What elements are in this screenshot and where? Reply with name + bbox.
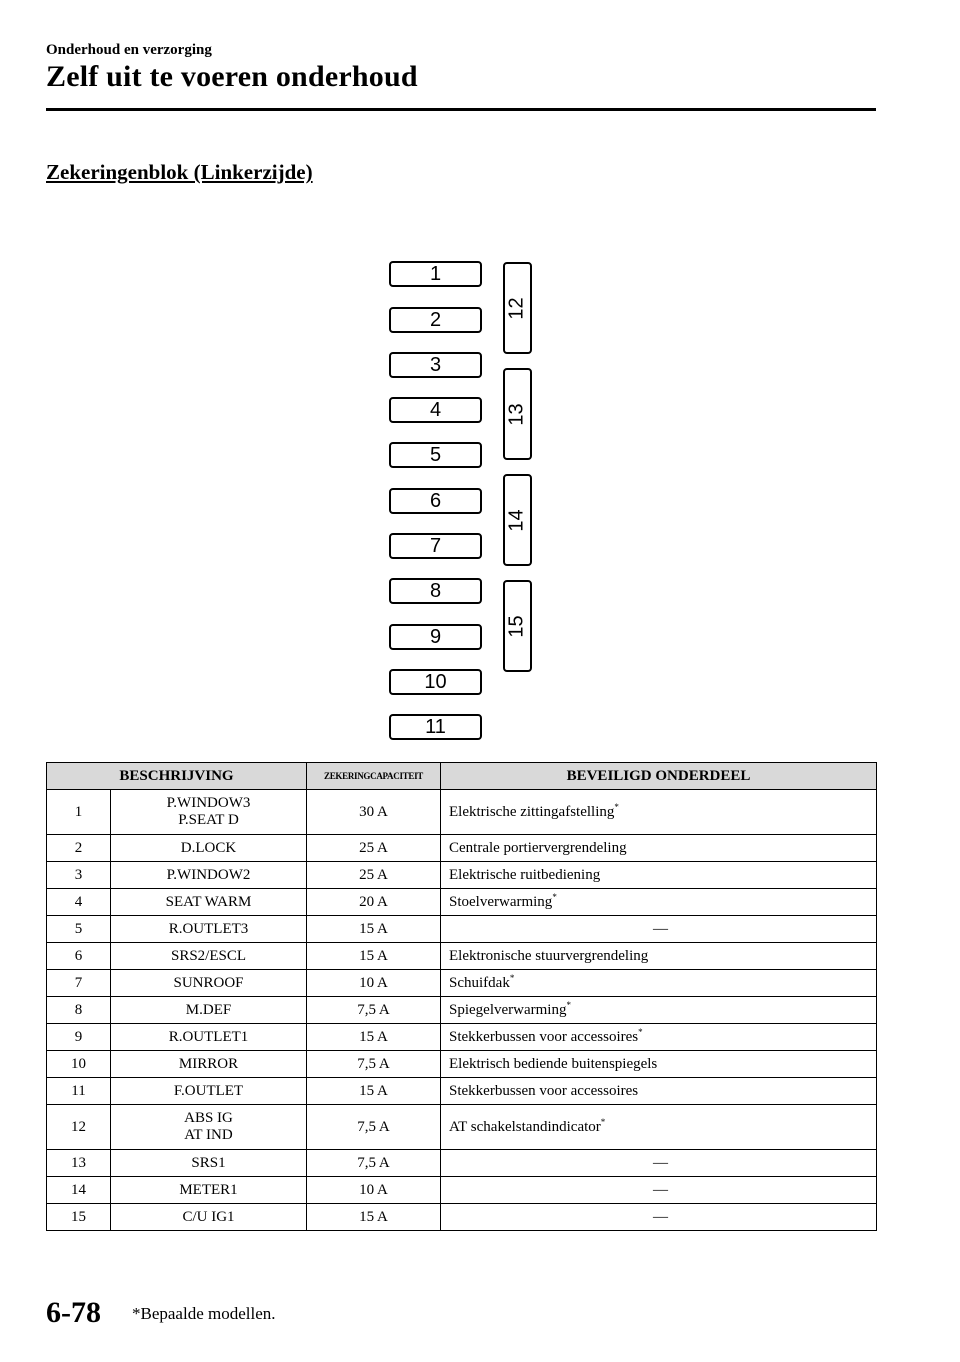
- footnote-marker: *: [509, 972, 515, 983]
- table-row: [47, 1150, 877, 1177]
- fuse-description: [111, 943, 307, 970]
- protected-component-text: Stekkerbussen voor accessoires: [449, 1028, 639, 1045]
- protected-component: [441, 1105, 877, 1150]
- fuse-slot-number: 12: [506, 296, 528, 320]
- fuse-description: [111, 1204, 307, 1231]
- fuse-capacity: 25 A: [307, 862, 441, 889]
- protected-component: [441, 1051, 877, 1078]
- header-capacity: ZEKERINGCAPACITEIT: [307, 763, 441, 790]
- protected-component-text: Elektrische zittingafstelling: [449, 803, 615, 820]
- fuse-capacity: 7,5 A: [307, 1150, 441, 1177]
- page-title: Zelf uit te voeren onderhoud: [46, 60, 418, 93]
- fuse-number: 7: [47, 970, 111, 997]
- protected-component-text: Elektronische stuurvergrendeling: [449, 947, 649, 964]
- footnote-marker: *: [552, 891, 557, 902]
- fuse-slot-number: 3: [429, 353, 442, 376]
- fuse-capacity: 15 A: [307, 1078, 441, 1105]
- fuse-number: 10: [47, 1051, 111, 1078]
- fuse-slot-number: 9: [429, 625, 442, 648]
- fuse-description-line: P.WINDOW3: [166, 795, 251, 811]
- page-number: 6-78: [46, 1296, 101, 1329]
- fuse-description-line: SEAT WARM: [165, 893, 252, 910]
- protected-component: [441, 1024, 877, 1051]
- fuse-capacity: 10 A: [307, 1177, 441, 1204]
- fuse-slot-number: 8: [429, 579, 442, 602]
- protected-component: [441, 1078, 877, 1105]
- fuse-table: [46, 762, 877, 1231]
- fuse-capacity: 10 A: [307, 970, 441, 997]
- protected-component: [441, 1150, 877, 1177]
- protected-component-text: —: [653, 920, 668, 937]
- fuse-description-line: SRS2/ESCL: [170, 947, 247, 964]
- fuse-description-line: R.OUTLET1: [168, 1028, 249, 1045]
- fuse-description-line: SRS1: [191, 1154, 226, 1171]
- fuse-number: 4: [47, 889, 111, 916]
- fuse-description: [111, 1105, 307, 1150]
- fuse-description: [111, 1177, 307, 1204]
- fuse-capacity: 25 A: [307, 835, 441, 862]
- fuse-slot-number: 10: [424, 670, 447, 693]
- fuse-description: [111, 1024, 307, 1051]
- fuse-slot: [389, 261, 482, 287]
- protected-component-text: Spiegelverwarming: [449, 1001, 567, 1018]
- table-row: [47, 889, 877, 916]
- fuse-slot-number: 2: [429, 308, 442, 331]
- table-row: [47, 943, 877, 970]
- table-row: [47, 1051, 877, 1078]
- fuse-slot: [389, 488, 482, 514]
- fuse-description: [111, 916, 307, 943]
- fuse-description-line: ABS IG: [184, 1110, 233, 1126]
- table-body: [47, 790, 877, 1231]
- fuse-capacity: 20 A: [307, 889, 441, 916]
- protected-component: [441, 1177, 877, 1204]
- fuse-capacity: 15 A: [307, 1024, 441, 1051]
- protected-component: [441, 1204, 877, 1231]
- fuse-number: 3: [47, 862, 111, 889]
- fuse-number: 1: [47, 790, 111, 835]
- fuse-slot: [389, 397, 482, 423]
- protected-component-text: Schuifdak: [449, 974, 510, 991]
- protected-component: [441, 943, 877, 970]
- table-row: [47, 1024, 877, 1051]
- table-row: [47, 1204, 877, 1231]
- fuse-description-line: METER1: [179, 1181, 238, 1198]
- table-row: [47, 862, 877, 889]
- table-row: [47, 970, 877, 997]
- fuse-number: 9: [47, 1024, 111, 1051]
- fuse-capacity: 30 A: [307, 790, 441, 835]
- fuse-number: 14: [47, 1177, 111, 1204]
- protected-component-text: Elektrisch bediende buitenspiegels: [449, 1055, 658, 1072]
- table-header-row: [47, 763, 877, 790]
- fuse-capacity: 15 A: [307, 943, 441, 970]
- fuse-number: 15: [47, 1204, 111, 1231]
- fuse-description-line: R.OUTLET3: [168, 920, 249, 937]
- fuse-description: [111, 1078, 307, 1105]
- fuse-slot-number: 4: [429, 398, 442, 421]
- fuse-slot: [389, 307, 482, 333]
- protected-component-text: Elektrische ruitbediening: [449, 866, 601, 883]
- fuse-description: [111, 1150, 307, 1177]
- protected-component-text: Stoelverwarming: [449, 893, 553, 910]
- fuse-description-line: MIRROR: [178, 1055, 239, 1072]
- fuse-slot: [389, 578, 482, 604]
- fuse-slot-number: 14: [506, 508, 528, 532]
- fuse-number: 6: [47, 943, 111, 970]
- table-row: [47, 916, 877, 943]
- fuse-description-line: P.WINDOW2: [166, 866, 251, 883]
- footnote-marker: *: [638, 1026, 643, 1037]
- protected-component-text: —: [653, 1208, 668, 1225]
- fuse-number: 5: [47, 916, 111, 943]
- protected-component: [441, 997, 877, 1024]
- header-description: BESCHRIJVING: [47, 763, 307, 790]
- fuse-capacity: 15 A: [307, 916, 441, 943]
- fuse-slot-vertical: [503, 580, 532, 672]
- fuse-capacity: 7,5 A: [307, 1051, 441, 1078]
- fuse-slot-vertical: [503, 262, 532, 354]
- fuse-slot: [389, 669, 482, 695]
- fuse-description-line: F.OUTLET: [173, 1082, 244, 1099]
- fuse-number: 8: [47, 997, 111, 1024]
- fuse-description: [111, 862, 307, 889]
- fuse-description-line: M.DEF: [185, 1001, 232, 1018]
- section-label: Onderhoud en verzorging: [46, 42, 212, 58]
- protected-component-text: —: [653, 1181, 668, 1198]
- protected-component: [441, 835, 877, 862]
- fuse-capacity: 7,5 A: [307, 997, 441, 1024]
- fuse-slot: [389, 442, 482, 468]
- fuse-slot-number: 7: [429, 534, 442, 557]
- fuse-description-line: AT IND: [184, 1127, 233, 1143]
- fuse-description-line: C/U IG1: [182, 1208, 235, 1225]
- protected-component: [441, 790, 877, 835]
- fuse-slot-number: 13: [506, 402, 528, 426]
- protected-component-text: —: [653, 1154, 668, 1171]
- protected-component: [441, 862, 877, 889]
- protected-component-text: Centrale portiervergrendeling: [449, 839, 627, 856]
- fuse-number: 12: [47, 1105, 111, 1150]
- fuse-description-line: P.SEAT D: [178, 812, 239, 828]
- header-component: BEVEILIGD ONDERDEEL: [441, 763, 877, 790]
- fuse-description-line: SUNROOF: [173, 974, 244, 991]
- protected-component: [441, 889, 877, 916]
- protected-component: [441, 970, 877, 997]
- subheading: Zekeringenblok (Linkerzijde): [46, 160, 313, 184]
- fuse-description-line: D.LOCK: [180, 839, 237, 856]
- footnote-marker: *: [600, 1116, 606, 1127]
- fuse-slot-number: 6: [429, 489, 442, 512]
- table-row: [47, 1105, 877, 1150]
- protected-component-text: AT schakelstandindicator: [449, 1118, 601, 1135]
- fuse-description: [111, 790, 307, 835]
- fuse-number: 2: [47, 835, 111, 862]
- fuse-capacity: 15 A: [307, 1204, 441, 1231]
- footnote-marker: *: [614, 801, 619, 812]
- table-row: [47, 790, 877, 835]
- fuse-description: [111, 1051, 307, 1078]
- fuse-description: [111, 835, 307, 862]
- title-rule: [46, 108, 876, 111]
- fuse-slot-number: 5: [429, 443, 442, 466]
- fuse-capacity: 7,5 A: [307, 1105, 441, 1150]
- table-row: [47, 1177, 877, 1204]
- fuse-slot: [389, 533, 482, 559]
- table-row: [47, 997, 877, 1024]
- table-row: [47, 1078, 877, 1105]
- protected-component: [441, 916, 877, 943]
- fuse-slot: [389, 352, 482, 378]
- footnote-marker: *: [566, 999, 571, 1010]
- fuse-number: 11: [47, 1078, 111, 1105]
- footnote: *Bepaalde modellen.: [132, 1304, 276, 1323]
- fuse-slot: [389, 624, 482, 650]
- fuse-slot-vertical: [503, 474, 532, 566]
- fuse-slot-number: 11: [425, 715, 446, 738]
- fuse-description: [111, 889, 307, 916]
- protected-component-text: Stekkerbussen voor accessoires: [449, 1082, 639, 1099]
- fuse-slot-number: 15: [506, 614, 528, 638]
- fuse-slot: [389, 714, 482, 740]
- fuse-slot-number: 1: [429, 262, 442, 285]
- table-row: [47, 835, 877, 862]
- fuse-slot-vertical: [503, 368, 532, 460]
- fuse-number: 13: [47, 1150, 111, 1177]
- fuse-description: [111, 997, 307, 1024]
- fuse-description: [111, 970, 307, 997]
